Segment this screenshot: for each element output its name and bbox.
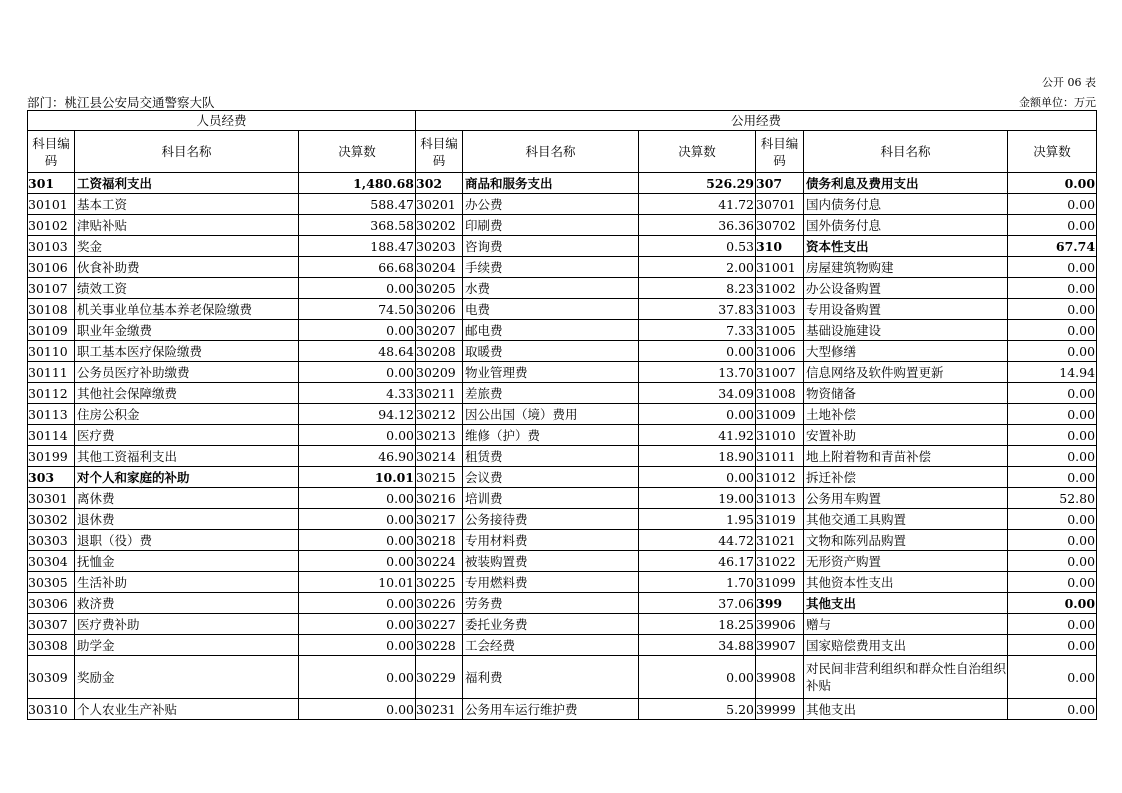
amount-cell: 0.00 xyxy=(1008,257,1097,278)
subject-name-cell: 地上附着物和青苗补偿 xyxy=(804,446,1008,467)
subject-name-cell: 培训费 xyxy=(463,488,639,509)
subject-code-cell: 30107 xyxy=(28,278,75,299)
subject-code-cell: 31009 xyxy=(756,404,804,425)
subject-name-cell: 文物和陈列品购置 xyxy=(804,530,1008,551)
subject-code-cell: 30302 xyxy=(28,509,75,530)
subject-name-cell: 专用设备购置 xyxy=(804,299,1008,320)
amount-cell: 13.70 xyxy=(639,362,756,383)
amount-cell: 67.74 xyxy=(1008,236,1097,257)
amount-cell: 588.47 xyxy=(299,194,416,215)
amount-cell: 4.33 xyxy=(299,383,416,404)
subject-name-cell: 基本工资 xyxy=(75,194,299,215)
amount-cell: 34.09 xyxy=(639,383,756,404)
subject-name-cell: 退职（役）费 xyxy=(75,530,299,551)
amount-cell: 0.00 xyxy=(1008,383,1097,404)
subject-code-cell: 30211 xyxy=(416,383,463,404)
subject-code-cell: 30305 xyxy=(28,572,75,593)
table-row xyxy=(28,236,1097,257)
subject-code-cell: 31019 xyxy=(756,509,804,530)
table-row xyxy=(28,194,1097,215)
amount-cell: 10.01 xyxy=(299,467,416,488)
subject-name-cell: 福利费 xyxy=(463,656,639,699)
subject-code-cell: 303 xyxy=(28,467,75,488)
group-header-public: 公用经费 xyxy=(416,111,1097,131)
amount-cell: 0.00 xyxy=(1008,635,1097,656)
table-row xyxy=(28,278,1097,299)
table-row xyxy=(28,446,1097,467)
amount-unit-label: 金额单位：万元 xyxy=(1019,96,1096,109)
amount-cell: 0.00 xyxy=(1008,446,1097,467)
table-row xyxy=(28,299,1097,320)
group-header-personnel: 人员经费 xyxy=(28,111,416,131)
subject-code-cell: 31007 xyxy=(756,362,804,383)
subject-name-cell: 租赁费 xyxy=(463,446,639,467)
subject-code-cell: 30201 xyxy=(416,194,463,215)
subject-code-cell: 307 xyxy=(756,173,804,194)
table-row xyxy=(28,635,1097,656)
subject-name-cell: 其他支出 xyxy=(804,699,1008,720)
subject-name-cell: 退休费 xyxy=(75,509,299,530)
amount-cell: 188.47 xyxy=(299,236,416,257)
subject-name-cell: 住房公积金 xyxy=(75,404,299,425)
amount-cell: 52.80 xyxy=(1008,488,1097,509)
subject-name-cell: 因公出国（境）费用 xyxy=(463,404,639,425)
subject-code-cell: 30203 xyxy=(416,236,463,257)
amount-cell: 0.00 xyxy=(299,320,416,341)
amount-cell: 48.64 xyxy=(299,341,416,362)
subject-name-cell: 土地补偿 xyxy=(804,404,1008,425)
amount-cell: 37.83 xyxy=(639,299,756,320)
subject-code-cell: 31011 xyxy=(756,446,804,467)
subject-name-cell: 大型修缮 xyxy=(804,341,1008,362)
subject-name-cell: 国外债务付息 xyxy=(804,215,1008,236)
subject-code-cell: 30226 xyxy=(416,593,463,614)
subject-name-cell: 拆迁补偿 xyxy=(804,467,1008,488)
department-label: 部门：桃江县公安局交通警察大队 xyxy=(27,95,215,110)
table-row xyxy=(28,467,1097,488)
amount-cell: 10.01 xyxy=(299,572,416,593)
subject-code-cell: 30225 xyxy=(416,572,463,593)
amount-cell: 0.00 xyxy=(1008,614,1097,635)
subject-code-cell: 30212 xyxy=(416,404,463,425)
subject-name-cell: 信息网络及软件购置更新 xyxy=(804,362,1008,383)
subject-code-cell: 30227 xyxy=(416,614,463,635)
subject-name-cell: 公务用车运行维护费 xyxy=(463,699,639,720)
amount-cell: 0.00 xyxy=(299,362,416,383)
amount-cell: 0.00 xyxy=(299,488,416,509)
subject-name-cell: 工会经费 xyxy=(463,635,639,656)
table-row xyxy=(28,383,1097,404)
amount-cell: 0.00 xyxy=(1008,215,1097,236)
subject-code-cell: 31002 xyxy=(756,278,804,299)
subject-code-cell: 30218 xyxy=(416,530,463,551)
amount-cell: 18.90 xyxy=(639,446,756,467)
subject-code-cell: 31021 xyxy=(756,530,804,551)
subject-name-cell: 物业管理费 xyxy=(463,362,639,383)
subject-name-cell: 奖励金 xyxy=(75,656,299,699)
subject-code-cell: 30112 xyxy=(28,383,75,404)
table-row xyxy=(28,257,1097,278)
subject-name-cell: 其他社会保障缴费 xyxy=(75,383,299,404)
amount-cell: 0.00 xyxy=(299,278,416,299)
subject-name-cell: 个人农业生产补贴 xyxy=(75,699,299,720)
subject-code-cell: 30206 xyxy=(416,299,463,320)
subject-name-cell: 房屋建筑物购建 xyxy=(804,257,1008,278)
subject-name-cell: 赠与 xyxy=(804,614,1008,635)
table-row xyxy=(28,215,1097,236)
col-header-name: 科目名称 xyxy=(463,131,639,173)
amount-cell: 0.00 xyxy=(299,635,416,656)
subject-code-cell: 30228 xyxy=(416,635,463,656)
col-header-amount: 决算数 xyxy=(1008,131,1097,173)
subject-name-cell: 医疗费 xyxy=(75,425,299,446)
amount-cell: 0.00 xyxy=(639,467,756,488)
amount-cell: 0.00 xyxy=(299,593,416,614)
subject-name-cell: 绩效工资 xyxy=(75,278,299,299)
amount-cell: 0.53 xyxy=(639,236,756,257)
subject-code-cell: 30217 xyxy=(416,509,463,530)
subject-code-cell: 30110 xyxy=(28,341,75,362)
subject-code-cell: 301 xyxy=(28,173,75,194)
amount-cell: 0.00 xyxy=(299,551,416,572)
subject-code-cell: 30310 xyxy=(28,699,75,720)
subject-code-cell: 30199 xyxy=(28,446,75,467)
subject-name-cell: 印刷费 xyxy=(463,215,639,236)
subject-code-cell: 39906 xyxy=(756,614,804,635)
subject-code-cell: 30301 xyxy=(28,488,75,509)
table-row xyxy=(28,614,1097,635)
subject-code-cell: 30109 xyxy=(28,320,75,341)
subject-code-cell: 31005 xyxy=(756,320,804,341)
amount-cell: 19.00 xyxy=(639,488,756,509)
subject-code-cell: 30231 xyxy=(416,699,463,720)
amount-cell: 0.00 xyxy=(1008,509,1097,530)
subject-name-cell: 公务员医疗补助缴费 xyxy=(75,362,299,383)
amount-cell: 18.25 xyxy=(639,614,756,635)
col-header-code: 科目编码 xyxy=(416,131,463,173)
subject-name-cell: 伙食补助费 xyxy=(75,257,299,278)
subject-code-cell: 31001 xyxy=(756,257,804,278)
subject-name-cell: 无形资产购置 xyxy=(804,551,1008,572)
subject-code-cell: 30202 xyxy=(416,215,463,236)
amount-cell: 37.06 xyxy=(639,593,756,614)
subject-name-cell: 基础设施建设 xyxy=(804,320,1008,341)
amount-cell: 1.70 xyxy=(639,572,756,593)
subject-code-cell: 30701 xyxy=(756,194,804,215)
amount-cell: 34.88 xyxy=(639,635,756,656)
subject-code-cell: 302 xyxy=(416,173,463,194)
subject-code-cell: 39907 xyxy=(756,635,804,656)
subject-code-cell: 30102 xyxy=(28,215,75,236)
subject-name-cell: 手续费 xyxy=(463,257,639,278)
table-row xyxy=(28,173,1097,194)
subject-code-cell: 31013 xyxy=(756,488,804,509)
table-row xyxy=(28,593,1097,614)
amount-cell: 7.33 xyxy=(639,320,756,341)
amount-cell: 0.00 xyxy=(1008,278,1097,299)
table-row xyxy=(28,656,1097,699)
subject-name-cell: 咨询费 xyxy=(463,236,639,257)
subject-name-cell: 被装购置费 xyxy=(463,551,639,572)
subject-name-cell: 维修（护）费 xyxy=(463,425,639,446)
subject-code-cell: 30307 xyxy=(28,614,75,635)
subject-name-cell: 取暖费 xyxy=(463,341,639,362)
amount-cell: 0.00 xyxy=(1008,299,1097,320)
amount-cell: 0.00 xyxy=(1008,593,1097,614)
subject-name-cell: 其他支出 xyxy=(804,593,1008,614)
subject-name-cell: 委托业务费 xyxy=(463,614,639,635)
amount-cell: 5.20 xyxy=(639,699,756,720)
subject-name-cell: 邮电费 xyxy=(463,320,639,341)
amount-cell: 0.00 xyxy=(299,530,416,551)
subject-code-cell: 31008 xyxy=(756,383,804,404)
amount-cell: 0.00 xyxy=(1008,320,1097,341)
subject-code-cell: 30224 xyxy=(416,551,463,572)
subject-name-cell: 国内债务付息 xyxy=(804,194,1008,215)
subject-name-cell: 电费 xyxy=(463,299,639,320)
subject-code-cell: 30306 xyxy=(28,593,75,614)
expenditure-table xyxy=(27,110,1097,720)
form-number: 公开 06 表 xyxy=(1042,76,1096,89)
subject-name-cell: 助学金 xyxy=(75,635,299,656)
subject-code-cell: 30308 xyxy=(28,635,75,656)
amount-cell: 36.36 xyxy=(639,215,756,236)
col-header-code: 科目编码 xyxy=(28,131,75,173)
subject-code-cell: 31012 xyxy=(756,467,804,488)
subject-name-cell: 公务用车购置 xyxy=(804,488,1008,509)
subject-code-cell: 30207 xyxy=(416,320,463,341)
amount-cell: 0.00 xyxy=(299,509,416,530)
subject-code-cell: 30229 xyxy=(416,656,463,699)
subject-code-cell: 30303 xyxy=(28,530,75,551)
table-row xyxy=(28,551,1097,572)
amount-cell: 0.00 xyxy=(299,425,416,446)
amount-cell: 526.29 xyxy=(639,173,756,194)
amount-cell: 44.72 xyxy=(639,530,756,551)
table-row xyxy=(28,699,1097,720)
col-header-name: 科目名称 xyxy=(75,131,299,173)
amount-cell: 0.00 xyxy=(639,404,756,425)
subject-code-cell: 39999 xyxy=(756,699,804,720)
amount-cell: 66.68 xyxy=(299,257,416,278)
subject-code-cell: 310 xyxy=(756,236,804,257)
amount-cell: 94.12 xyxy=(299,404,416,425)
subject-code-cell: 30304 xyxy=(28,551,75,572)
subject-name-cell: 差旅费 xyxy=(463,383,639,404)
subject-name-cell: 办公设备购置 xyxy=(804,278,1008,299)
subject-name-cell: 物资储备 xyxy=(804,383,1008,404)
subject-name-cell: 职工基本医疗保险缴费 xyxy=(75,341,299,362)
subject-name-cell: 商品和服务支出 xyxy=(463,173,639,194)
subject-code-cell: 30108 xyxy=(28,299,75,320)
amount-cell: 0.00 xyxy=(1008,341,1097,362)
table-row xyxy=(28,404,1097,425)
subject-name-cell: 办公费 xyxy=(463,194,639,215)
subject-code-cell: 30208 xyxy=(416,341,463,362)
amount-cell: 0.00 xyxy=(1008,530,1097,551)
amount-cell: 41.92 xyxy=(639,425,756,446)
subject-name-cell: 其他资本性支出 xyxy=(804,572,1008,593)
amount-cell: 14.94 xyxy=(1008,362,1097,383)
amount-cell: 0.00 xyxy=(1008,194,1097,215)
subject-name-cell: 职业年金缴费 xyxy=(75,320,299,341)
subject-code-cell: 30113 xyxy=(28,404,75,425)
subject-name-cell: 对民间非营利组织和群众性自治组织补贴 xyxy=(804,656,1008,699)
amount-cell: 0.00 xyxy=(1008,551,1097,572)
table-row xyxy=(28,425,1097,446)
amount-cell: 0.00 xyxy=(1008,404,1097,425)
subject-name-cell: 劳务费 xyxy=(463,593,639,614)
subject-name-cell: 其他工资福利支出 xyxy=(75,446,299,467)
subject-code-cell: 30214 xyxy=(416,446,463,467)
subject-name-cell: 国家赔偿费用支出 xyxy=(804,635,1008,656)
subject-code-cell: 30103 xyxy=(28,236,75,257)
amount-cell: 0.00 xyxy=(1008,656,1097,699)
subject-name-cell: 债务利息及费用支出 xyxy=(804,173,1008,194)
subject-code-cell: 30215 xyxy=(416,467,463,488)
subject-name-cell: 医疗费补助 xyxy=(75,614,299,635)
amount-cell: 0.00 xyxy=(299,614,416,635)
table-row xyxy=(28,488,1097,509)
subject-code-cell: 30205 xyxy=(416,278,463,299)
amount-cell: 41.72 xyxy=(639,194,756,215)
table-row xyxy=(28,362,1097,383)
amount-cell: 1.95 xyxy=(639,509,756,530)
amount-cell: 0.00 xyxy=(1008,173,1097,194)
amount-cell: 0.00 xyxy=(299,656,416,699)
subject-code-cell: 31099 xyxy=(756,572,804,593)
amount-cell: 0.00 xyxy=(639,341,756,362)
subject-code-cell: 30106 xyxy=(28,257,75,278)
subject-name-cell: 资本性支出 xyxy=(804,236,1008,257)
amount-cell: 74.50 xyxy=(299,299,416,320)
amount-cell: 46.17 xyxy=(639,551,756,572)
subject-name-cell: 对个人和家庭的补助 xyxy=(75,467,299,488)
amount-cell: 0.00 xyxy=(1008,467,1097,488)
subject-name-cell: 其他交通工具购置 xyxy=(804,509,1008,530)
subject-name-cell: 离休费 xyxy=(75,488,299,509)
subject-code-cell: 30204 xyxy=(416,257,463,278)
group-header-row xyxy=(28,111,1097,131)
amount-cell: 46.90 xyxy=(299,446,416,467)
col-header-code: 科目编码 xyxy=(756,131,804,173)
table-row xyxy=(28,530,1097,551)
table-row xyxy=(28,509,1097,530)
subject-code-cell: 30702 xyxy=(756,215,804,236)
amount-cell: 368.58 xyxy=(299,215,416,236)
subject-code-cell: 30309 xyxy=(28,656,75,699)
subject-name-cell: 专用燃料费 xyxy=(463,572,639,593)
table-row xyxy=(28,341,1097,362)
amount-cell: 8.23 xyxy=(639,278,756,299)
amount-cell: 2.00 xyxy=(639,257,756,278)
subject-code-cell: 30216 xyxy=(416,488,463,509)
col-header-amount: 决算数 xyxy=(639,131,756,173)
table-row xyxy=(28,320,1097,341)
amount-cell: 0.00 xyxy=(1008,572,1097,593)
amount-cell: 1,480.68 xyxy=(299,173,416,194)
subject-name-cell: 津贴补贴 xyxy=(75,215,299,236)
subject-code-cell: 31003 xyxy=(756,299,804,320)
col-header-name: 科目名称 xyxy=(804,131,1008,173)
subject-name-cell: 生活补助 xyxy=(75,572,299,593)
subject-name-cell: 会议费 xyxy=(463,467,639,488)
subject-code-cell: 31006 xyxy=(756,341,804,362)
amount-cell: 0.00 xyxy=(1008,699,1097,720)
subject-code-cell: 30101 xyxy=(28,194,75,215)
subject-code-cell: 31010 xyxy=(756,425,804,446)
amount-cell: 0.00 xyxy=(299,699,416,720)
subject-code-cell: 31022 xyxy=(756,551,804,572)
col-header-amount: 决算数 xyxy=(299,131,416,173)
subject-name-cell: 安置补助 xyxy=(804,425,1008,446)
amount-cell: 0.00 xyxy=(639,656,756,699)
subject-code-cell: 30209 xyxy=(416,362,463,383)
subject-name-cell: 专用材料费 xyxy=(463,530,639,551)
table-row xyxy=(28,572,1097,593)
subject-name-cell: 水费 xyxy=(463,278,639,299)
subject-code-cell: 30114 xyxy=(28,425,75,446)
subject-name-cell: 机关事业单位基本养老保险缴费 xyxy=(75,299,299,320)
subject-code-cell: 30213 xyxy=(416,425,463,446)
subject-code-cell: 399 xyxy=(756,593,804,614)
subject-name-cell: 工资福利支出 xyxy=(75,173,299,194)
subject-name-cell: 奖金 xyxy=(75,236,299,257)
subject-name-cell: 救济费 xyxy=(75,593,299,614)
column-header-row xyxy=(28,131,1097,173)
subject-name-cell: 公务接待费 xyxy=(463,509,639,530)
subject-code-cell: 30111 xyxy=(28,362,75,383)
amount-cell: 0.00 xyxy=(1008,425,1097,446)
subject-code-cell: 39908 xyxy=(756,656,804,699)
subject-name-cell: 抚恤金 xyxy=(75,551,299,572)
